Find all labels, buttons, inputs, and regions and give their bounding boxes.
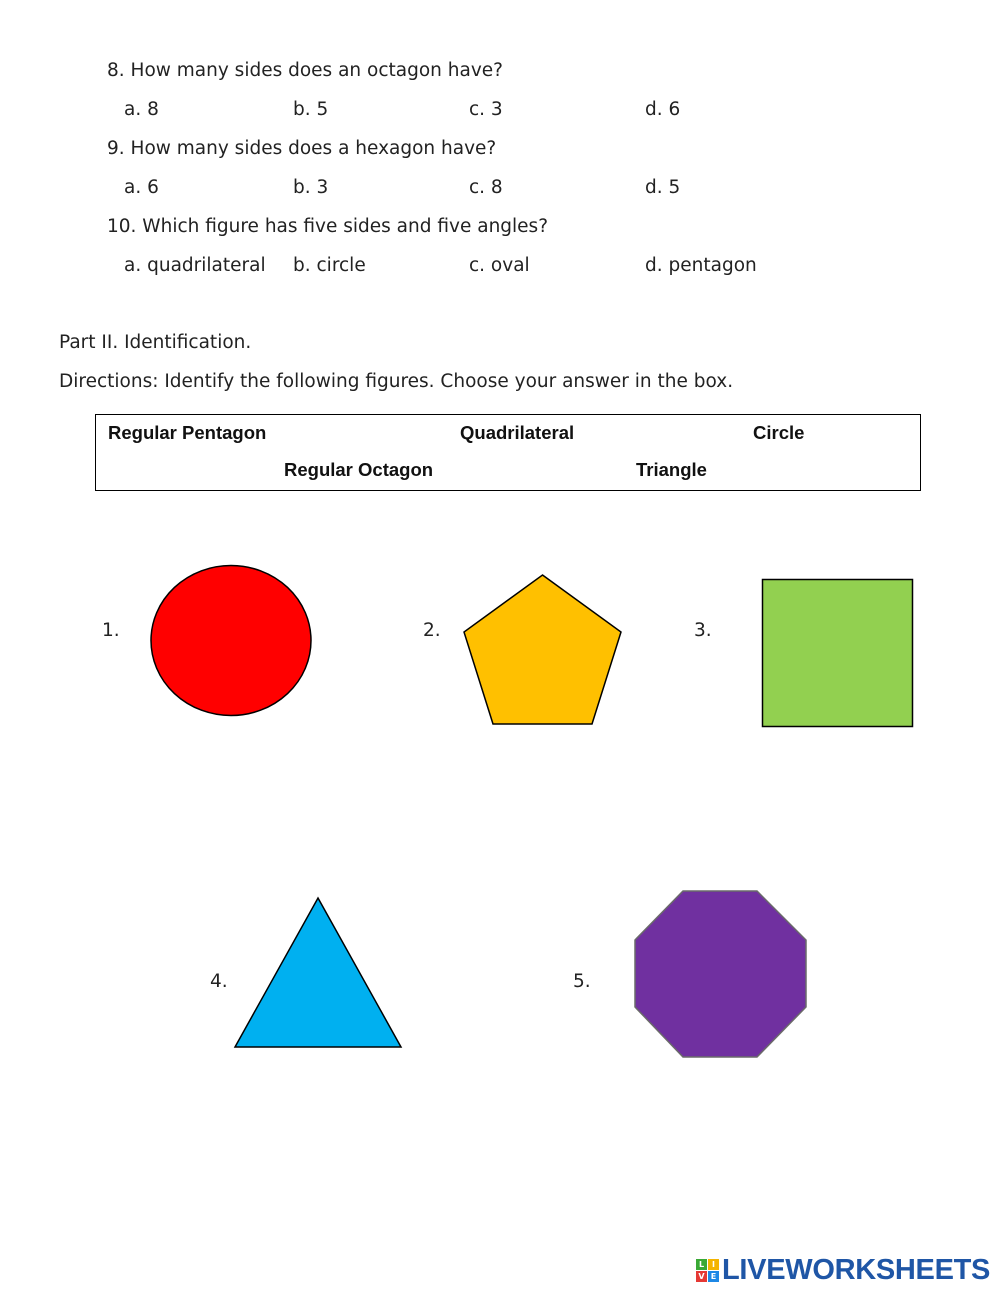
word-bank-item: Triangle (636, 459, 707, 480)
word-bank-item: Circle (753, 422, 805, 443)
answer-choice[interactable]: c. oval (469, 255, 530, 276)
question-text: 9. How many sides does a hexagon have? (107, 138, 497, 159)
figure-3-square (760, 577, 916, 730)
answer-choice[interactable]: d. 6 (645, 99, 681, 120)
figure-1-label: 1. (102, 620, 120, 641)
square-shape (763, 580, 913, 727)
answer-choice[interactable]: d. pentagon (645, 255, 757, 276)
figure-1-circle (148, 563, 314, 718)
triangle-shape (235, 898, 401, 1047)
answer-choice[interactable]: b. 3 (293, 177, 329, 198)
question-text: 8. How many sides does an octagon have? (107, 60, 503, 81)
logo-mark-letter: I (708, 1259, 719, 1270)
logo-mark-letter: V (696, 1271, 707, 1282)
answer-choice[interactable]: a. 8 (124, 99, 159, 120)
answer-choice[interactable]: a. 6 (124, 177, 159, 198)
logo-text: LIVEWORKSHEETS (722, 1253, 991, 1286)
figure-4-triangle (232, 895, 404, 1050)
figure-5-octagon (632, 888, 810, 1060)
figure-5-label: 5. (573, 971, 591, 992)
octagon-shape (635, 891, 806, 1057)
answer-choice[interactable]: a. quadrilateral (124, 255, 266, 276)
answer-choice[interactable]: c. 3 (469, 99, 503, 120)
circle-shape (151, 566, 311, 716)
part2-directions: Directions: Identify the following figures. Choose your answer in the box. (59, 371, 734, 392)
answer-choice[interactable]: c. 8 (469, 177, 503, 198)
logo-mark-letter: L (696, 1259, 707, 1270)
answer-choice[interactable]: d. 5 (645, 177, 681, 198)
logo-mark-icon (696, 1259, 719, 1282)
liveworksheets-logo (696, 1254, 990, 1286)
question-text: 10. Which figure has five sides and five angles? (107, 216, 549, 237)
part2-title: Part II. Identification. (59, 332, 252, 353)
answer-choice[interactable]: b. circle (293, 255, 366, 276)
figure-3-label: 3. (694, 620, 712, 641)
pentagon-shape (464, 575, 621, 724)
logo-mark-letter: E (708, 1271, 719, 1282)
word-bank-item: Regular Octagon (284, 459, 434, 480)
word-bank-item: Quadrilateral (460, 422, 575, 443)
figure-2-label: 2. (423, 620, 441, 641)
figure-4-label: 4. (210, 971, 228, 992)
word-bank-box (95, 414, 921, 491)
word-bank-item: Regular Pentagon (108, 422, 267, 443)
answer-choice[interactable]: b. 5 (293, 99, 329, 120)
figure-2-pentagon (461, 572, 624, 728)
